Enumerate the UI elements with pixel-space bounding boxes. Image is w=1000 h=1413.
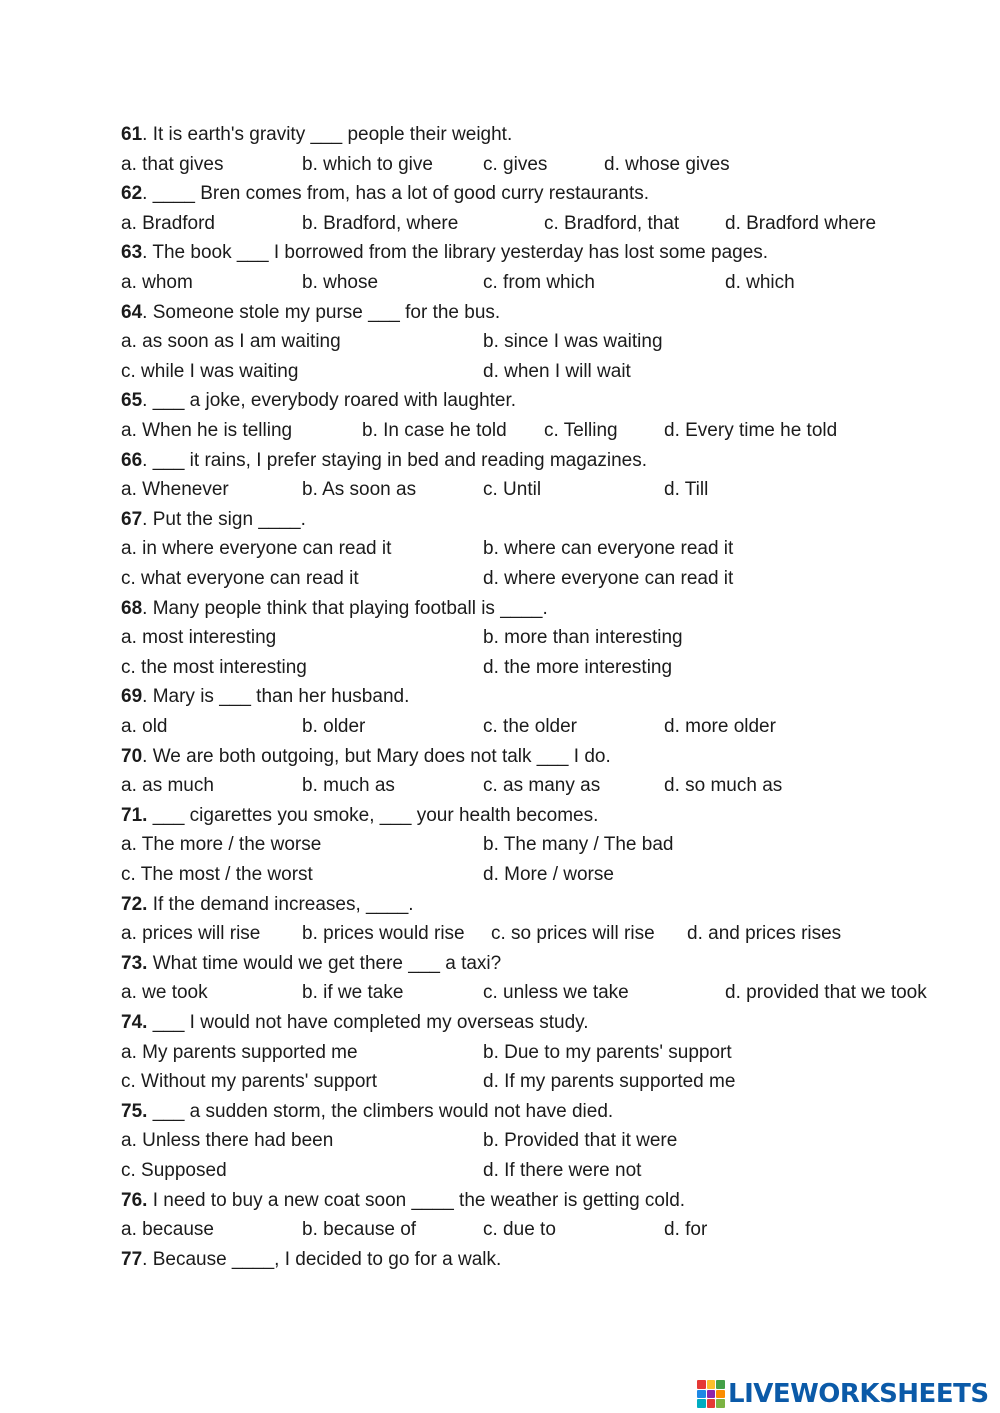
answer-option-c[interactable]: c. Supposed bbox=[121, 1160, 227, 1181]
question-71 bbox=[121, 804, 598, 828]
answer-option-b[interactable]: b. In case he told bbox=[362, 420, 507, 441]
answer-option-b[interactable]: b. The many / The bad bbox=[483, 834, 674, 855]
question-stem: . Put the sign ____. bbox=[142, 509, 306, 530]
question-61 bbox=[121, 123, 512, 147]
answer-option-d[interactable]: d. provided that we took bbox=[725, 982, 927, 1003]
question-stem: What time would we get there ___ a taxi? bbox=[147, 953, 502, 974]
question-68 bbox=[121, 597, 548, 621]
answer-option-b[interactable]: b. if we take bbox=[302, 982, 404, 1003]
answer-option-b[interactable]: b. prices would rise bbox=[302, 923, 465, 944]
liveworksheets-logo-text: LIVEWORKSHEETS bbox=[728, 1379, 989, 1409]
logo-tile bbox=[697, 1399, 706, 1408]
liveworksheets-logo bbox=[697, 1377, 989, 1411]
question-number: 63 bbox=[121, 242, 143, 263]
logo-tile bbox=[716, 1399, 725, 1408]
question-number: 77 bbox=[121, 1249, 143, 1270]
answer-option-a[interactable]: a. whom bbox=[121, 272, 193, 293]
answer-option-a[interactable]: a. My parents supported me bbox=[121, 1042, 358, 1063]
answer-option-d[interactable]: d. Bradford where bbox=[725, 213, 877, 234]
answer-option-d[interactable]: d. when I will wait bbox=[483, 361, 631, 382]
answer-option-a[interactable]: a. old bbox=[121, 716, 168, 737]
answer-option-c[interactable]: c. from which bbox=[483, 272, 595, 293]
answer-option-d[interactable]: d. If there were not bbox=[483, 1160, 642, 1181]
question-number: 69 bbox=[121, 686, 143, 707]
answer-option-b[interactable]: b. As soon as bbox=[302, 479, 417, 500]
question-stem: . Mary is ___ than her husband. bbox=[142, 686, 410, 707]
answer-option-a[interactable]: a. The more / the worse bbox=[121, 834, 322, 855]
answer-option-d[interactable]: d. Till bbox=[664, 479, 709, 500]
answer-option-a[interactable]: a. Whenever bbox=[121, 479, 229, 500]
question-stem: . The book ___ I borrowed from the library yesterday has lost some pages. bbox=[142, 242, 769, 263]
answer-option-c[interactable]: c. Bradford, that bbox=[544, 213, 680, 234]
question-72 bbox=[121, 893, 414, 917]
answer-option-c[interactable]: c. so prices will rise bbox=[491, 923, 655, 944]
answer-option-b[interactable]: b. which to give bbox=[302, 154, 433, 175]
question-number: 65 bbox=[121, 390, 143, 411]
answer-option-d[interactable]: d. and prices rises bbox=[687, 923, 842, 944]
question-64 bbox=[121, 301, 500, 325]
question-number: 76. bbox=[121, 1190, 148, 1211]
answer-option-c[interactable]: c. Telling bbox=[544, 420, 618, 441]
answer-option-a[interactable]: a. Unless there had been bbox=[121, 1130, 334, 1151]
answer-option-b[interactable]: b. where can everyone read it bbox=[483, 538, 734, 559]
answer-option-d[interactable]: d. Every time he told bbox=[664, 420, 838, 441]
answer-option-a[interactable]: a. as soon as I am waiting bbox=[121, 331, 341, 352]
logo-tile bbox=[697, 1380, 706, 1389]
answer-option-a[interactable]: a. prices will rise bbox=[121, 923, 261, 944]
question-stem: If the demand increases, ____. bbox=[147, 894, 414, 915]
answer-option-b[interactable]: b. Bradford, where bbox=[302, 213, 459, 234]
liveworksheets-logo-icon bbox=[697, 1380, 725, 1408]
answer-option-d[interactable]: d. If my parents supported me bbox=[483, 1071, 736, 1092]
question-65 bbox=[121, 389, 516, 413]
question-stem: . Someone stole my purse ___ for the bus. bbox=[142, 302, 501, 323]
question-number: 61 bbox=[121, 124, 143, 145]
answer-option-a[interactable]: a. because bbox=[121, 1219, 214, 1240]
answer-option-a[interactable]: a. in where everyone can read it bbox=[121, 538, 392, 559]
answer-option-b[interactable]: b. much as bbox=[302, 775, 395, 796]
question-stem: . ____ Bren comes from, has a lot of good curry restaurants. bbox=[142, 183, 650, 204]
answer-option-a[interactable]: a. as much bbox=[121, 775, 214, 796]
answer-option-d[interactable]: d. more older bbox=[664, 716, 776, 737]
answer-option-c[interactable]: c. unless we take bbox=[483, 982, 629, 1003]
question-number: 64 bbox=[121, 302, 143, 323]
answer-option-c[interactable]: c. what everyone can read it bbox=[121, 568, 359, 589]
question-number: 74. bbox=[121, 1012, 148, 1033]
question-63 bbox=[121, 241, 768, 265]
question-number: 72. bbox=[121, 894, 148, 915]
answer-option-a[interactable]: a. When he is telling bbox=[121, 420, 293, 441]
question-stem: . ___ it rains, I prefer staying in bed and reading magazines. bbox=[142, 450, 647, 471]
question-66 bbox=[121, 449, 647, 473]
answer-option-c[interactable]: c. Without my parents' support bbox=[121, 1071, 378, 1092]
answer-option-b[interactable]: b. since I was waiting bbox=[483, 331, 663, 352]
answer-option-c[interactable]: c. The most / the worst bbox=[121, 864, 313, 885]
question-74 bbox=[121, 1011, 589, 1035]
answer-option-b[interactable]: b. whose bbox=[302, 272, 379, 293]
question-number: 66 bbox=[121, 450, 143, 471]
logo-tile bbox=[716, 1390, 725, 1399]
question-76 bbox=[121, 1189, 685, 1213]
answer-option-a[interactable]: a. we took bbox=[121, 982, 208, 1003]
answer-option-c[interactable]: c. while I was waiting bbox=[121, 361, 299, 382]
question-number: 71. bbox=[121, 805, 148, 826]
question-number: 62 bbox=[121, 183, 143, 204]
answer-option-d[interactable]: d. whose gives bbox=[604, 154, 730, 175]
answer-option-b[interactable]: b. Due to my parents' support bbox=[483, 1042, 732, 1063]
logo-tile bbox=[707, 1390, 716, 1399]
answer-option-b[interactable]: b. more than interesting bbox=[483, 627, 683, 648]
question-stem: ___ I would not have completed my overseas study. bbox=[147, 1012, 589, 1033]
answer-option-c[interactable]: c. Until bbox=[483, 479, 542, 500]
answer-option-d[interactable]: d. which bbox=[725, 272, 795, 293]
answer-option-b[interactable]: b. Provided that it were bbox=[483, 1130, 678, 1151]
logo-tile bbox=[707, 1380, 716, 1389]
answer-option-c[interactable]: c. the most interesting bbox=[121, 657, 307, 678]
question-73 bbox=[121, 952, 501, 976]
logo-tile bbox=[707, 1399, 716, 1408]
logo-tile bbox=[716, 1380, 725, 1389]
question-number: 70 bbox=[121, 746, 143, 767]
question-stem: . ___ a joke, everybody roared with laughter. bbox=[142, 390, 517, 411]
answer-option-a[interactable]: a. Bradford bbox=[121, 213, 215, 234]
answer-option-d[interactable]: d. so much as bbox=[664, 775, 783, 796]
answer-option-a[interactable]: a. most interesting bbox=[121, 627, 277, 648]
question-stem: . It is earth's gravity ___ people their weight. bbox=[142, 124, 513, 145]
question-number: 68 bbox=[121, 598, 143, 619]
answer-option-d[interactable]: d. the more interesting bbox=[483, 657, 673, 678]
answer-option-c[interactable]: c. as many as bbox=[483, 775, 601, 796]
question-62 bbox=[121, 182, 649, 206]
question-70 bbox=[121, 745, 611, 769]
question-stem: . Because ____, I decided to go for a walk. bbox=[142, 1249, 502, 1270]
answer-option-b[interactable]: b. older bbox=[302, 716, 366, 737]
answer-option-c[interactable]: c. the older bbox=[483, 716, 577, 737]
question-stem: I need to buy a new coat soon ____ the weather is getting cold. bbox=[147, 1190, 686, 1211]
answer-option-d[interactable]: d. for bbox=[664, 1219, 708, 1240]
question-stem: . Many people think that playing football is ____. bbox=[142, 598, 548, 619]
answer-option-c[interactable]: c. gives bbox=[483, 154, 548, 175]
question-stem: . We are both outgoing, but Mary does not talk ___ I do. bbox=[142, 746, 611, 767]
question-stem: ___ a sudden storm, the climbers would not have died. bbox=[147, 1101, 614, 1122]
question-stem: ___ cigarettes you smoke, ___ your health becomes. bbox=[147, 805, 599, 826]
answer-option-b[interactable]: b. because of bbox=[302, 1219, 417, 1240]
question-67 bbox=[121, 508, 306, 532]
answer-option-d[interactable]: d. More / worse bbox=[483, 864, 614, 885]
logo-tile bbox=[697, 1390, 706, 1399]
answer-option-c[interactable]: c. due to bbox=[483, 1219, 556, 1240]
question-number: 73. bbox=[121, 953, 148, 974]
question-number: 67 bbox=[121, 509, 143, 530]
question-75 bbox=[121, 1100, 613, 1124]
question-number: 75. bbox=[121, 1101, 148, 1122]
question-77 bbox=[121, 1248, 501, 1272]
answer-option-a[interactable]: a. that gives bbox=[121, 154, 224, 175]
question-69 bbox=[121, 685, 409, 709]
answer-option-d[interactable]: d. where everyone can read it bbox=[483, 568, 734, 589]
